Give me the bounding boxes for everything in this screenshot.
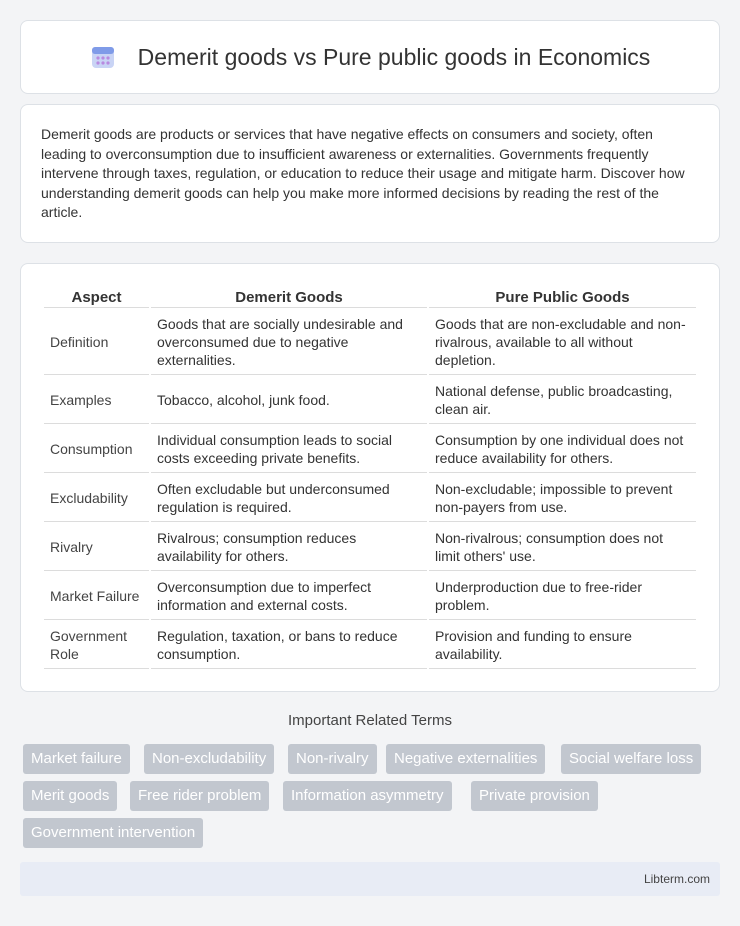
table-cell-aspect: Excludability: [44, 475, 149, 522]
table-row: [44, 377, 696, 424]
table-cell: Individual consumption leads to social costs exceeding private benefits.: [151, 426, 427, 473]
page-title: Demerit goods vs Pure public goods in Economics: [137, 43, 651, 70]
table-cell: Non-excludable; impossible to prevent non-payers from use.: [429, 475, 696, 522]
footer-site-link[interactable]: Libterm.com: [643, 872, 710, 886]
table-row: [44, 475, 696, 522]
header-card: [20, 20, 720, 94]
footer: [20, 862, 720, 896]
table-cell: Consumption by one individual does not reduce availability for others.: [429, 426, 696, 473]
table-cell-aspect: Government Role: [44, 622, 149, 669]
tag-market-failure[interactable]: Market failure: [23, 744, 130, 774]
header-demerit-goods: Demerit Goods: [151, 286, 427, 308]
table-row: [44, 622, 696, 669]
tag-free-rider-problem[interactable]: Free rider problem: [130, 781, 269, 811]
table-row: [44, 524, 696, 571]
table-cell: Rivalrous; consumption reduces availability for others.: [151, 524, 427, 571]
table-cell: Regulation, taxation, or bans to reduce consumption.: [151, 622, 427, 669]
comparison-table-card: [20, 263, 720, 692]
table-header-row: [44, 286, 696, 308]
table-cell: Goods that are non-excludable and non-rivalrous, available to all without depletion.: [429, 310, 696, 375]
intro-card: [20, 104, 720, 243]
tag-social-welfare-loss[interactable]: Social welfare loss: [561, 744, 701, 774]
table-cell: National defense, public broadcasting, clean air.: [429, 377, 696, 424]
table-cell: Tobacco, alcohol, junk food.: [151, 377, 427, 424]
table-cell: Non-rivalrous; consumption does not limit others' use.: [429, 524, 696, 571]
tag-information-asymmetry[interactable]: Information asymmetry: [283, 781, 452, 811]
table-row: [44, 426, 696, 473]
table-cell: Often excludable but underconsumed regulation is required.: [151, 475, 427, 522]
tag-negative-externalities[interactable]: Negative externalities: [386, 744, 545, 774]
calendar-icon: [90, 44, 116, 70]
table-cell: Provision and funding to ensure availability.: [429, 622, 696, 669]
tag-non-excludability[interactable]: Non-excludability: [144, 744, 274, 774]
table-cell: Underproduction due to free-rider problem.: [429, 573, 696, 620]
table-cell-aspect: Consumption: [44, 426, 149, 473]
tag-government-intervention[interactable]: Government intervention: [23, 818, 203, 848]
related-terms-title: Important Related Terms: [288, 712, 452, 729]
table-cell-aspect: Market Failure: [44, 573, 149, 620]
table-cell-aspect: Examples: [44, 377, 149, 424]
intro-text: Demerit goods are products or services that have negative effects on consumers and society, often leading to overconsumption due to insufficient awareness or externalities. Governments frequently intervene through taxes, regulation, or education to reduce their usage and mitigate harm. Discover how understanding demerit goods can help you make more informed decisions by reading the rest of the article.: [41, 126, 685, 221]
table-cell-aspect: Definition: [44, 310, 149, 375]
header-aspect: Aspect: [44, 286, 149, 308]
tag-non-rivalry[interactable]: Non-rivalry: [288, 744, 377, 774]
table-row: [44, 573, 696, 620]
tag-merit-goods[interactable]: Merit goods: [23, 781, 117, 811]
table-row: [44, 310, 696, 375]
table-cell: Goods that are socially undesirable and overconsumed due to negative externalities.: [151, 310, 427, 375]
table-cell-aspect: Rivalry: [44, 524, 149, 571]
table-cell: Overconsumption due to imperfect information and external costs.: [151, 573, 427, 620]
tag-private-provision[interactable]: Private provision: [471, 781, 598, 811]
header-pure-public-goods: Pure Public Goods: [429, 286, 696, 308]
comparison-table: [42, 284, 698, 671]
